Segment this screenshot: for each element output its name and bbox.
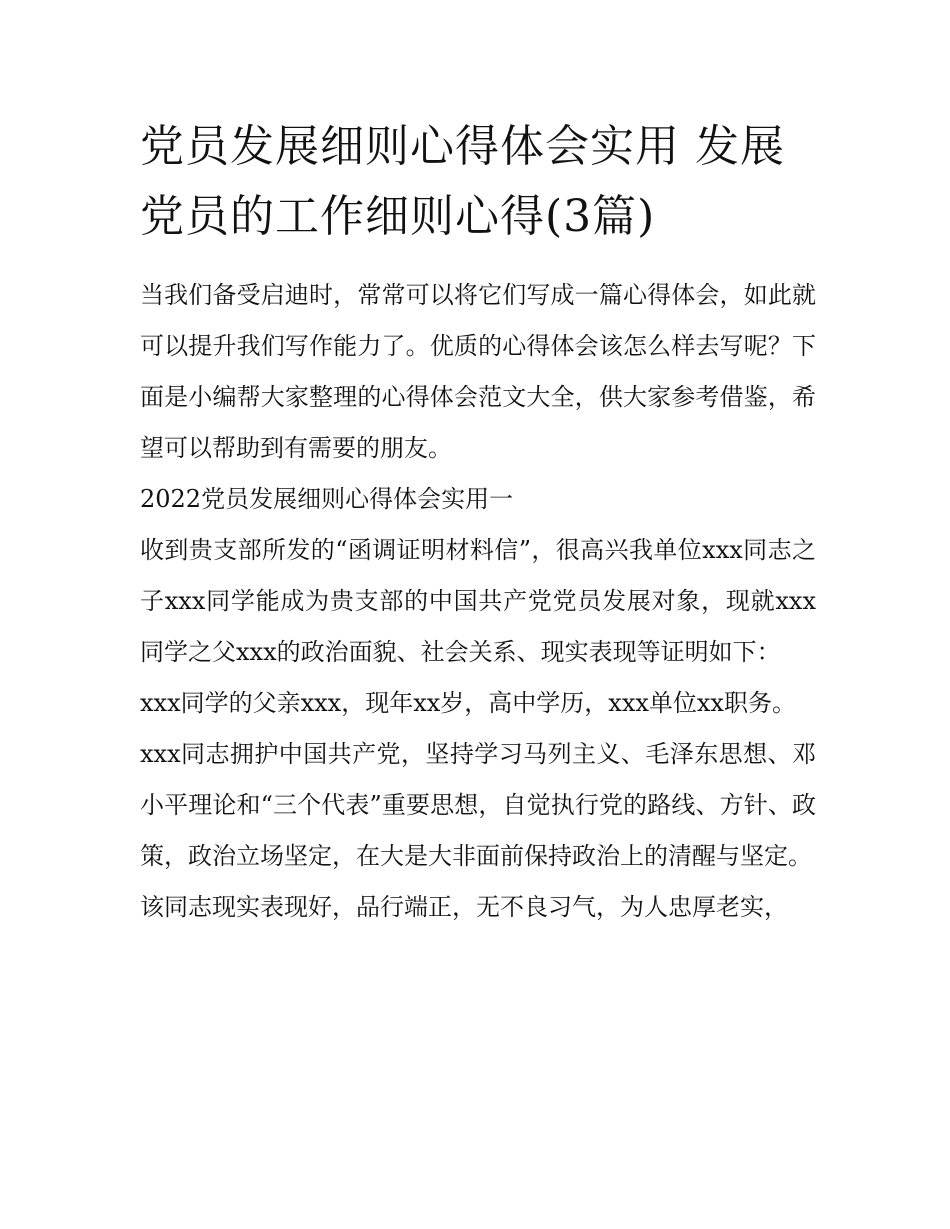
body-paragraph: 收到贵支部所发的“函调证明材料信”，很高兴我单位xxx同志之子xxx同学能成为贵支部的中国共产党党员发展对象，现就xxx同学之父xxx的政治面貌、社会关系、现实表现等证明如下： [140, 536, 816, 666]
section-heading: 2022党员发展细则心得体会实用一 [140, 485, 514, 513]
document-title: 党员发展细则心得体会实用 发展党员的工作细则心得(3篇) [140, 121, 785, 242]
body-paragraph: xxx同志拥护中国共产党，坚持学习马列主义、毛泽东思想、邓小平理论和“三个代表”重要思想，自觉执行党的路线、方针、政策，政治立场坚定，在大是大非面前保持政治上的清醒与坚定。 [140, 740, 816, 870]
body-paragraph: 该同志现实表现好，品行端正，无不良习气，为人忠厚老实， [140, 893, 788, 921]
document-body [140, 112, 816, 933]
body-paragraph: xxx同学的父亲xxx，现年xx岁，高中学历，xxx单位xx职务。 [140, 689, 796, 717]
intro-paragraph: 当我们备受启迪时，常常可以将它们写成一篇心得体会，如此就可以提升我们写作能力了。优质的心得体会该怎么样去写呢？下面是小编帮大家整理的心得体会范文大全，供大家参考借鉴，希望可以帮助到有需要的朋友。 [140, 281, 816, 462]
